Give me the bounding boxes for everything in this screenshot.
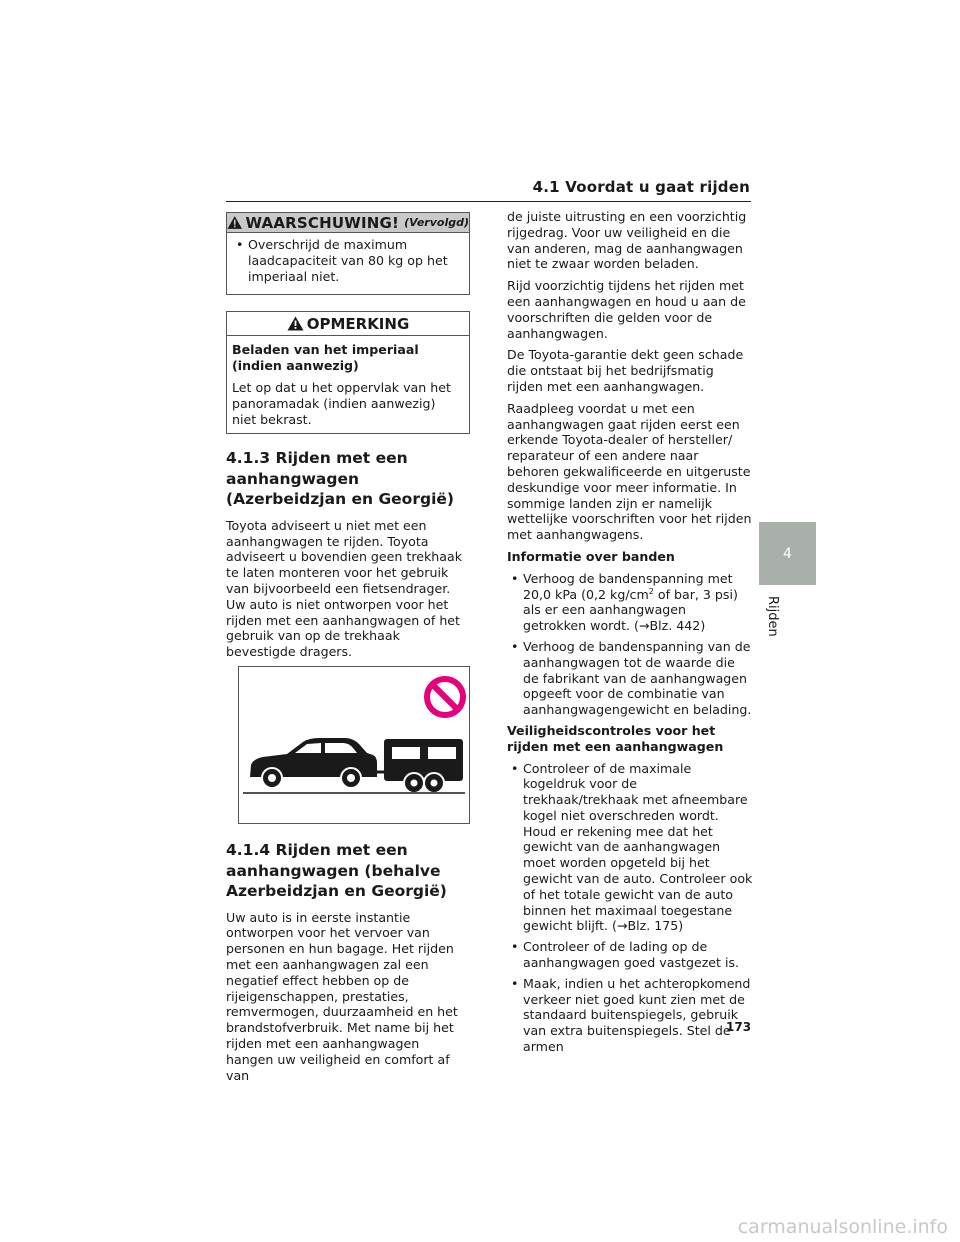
car-silhouette [250, 738, 377, 788]
section-413-heading: 4.1.3 Rijden met een aanhangwagen (Azerbeidzjan en Georgië) [226, 449, 454, 509]
safety-item: • Controleer of de lading op de aanhangwagen goed vastgezet is. [507, 939, 753, 971]
prohibition-icon [427, 679, 463, 715]
safety-item: • Controleer of de maximale kogeldruk voor de trekhaak/trekhaak met afneembare kogel niet overschreden wordt. Houd er rekening mee dat het gewicht van de aanhangwagen moet worden opgeteld bij het gewicht van de auto. Controleer ook of het totale gewicht van de auto binnen het maximaal toegestane gewicht blijft. (→Blz. 175) [507, 761, 753, 935]
no-trailer-illustration [238, 666, 470, 824]
right-column [507, 209, 753, 1060]
right-paragraph-4: Raadpleeg voordat u met een aanhangwagen gaat rijden eerst een erkende Toyota-dealer of hersteller/ reparateur of een andere naar behoren gekwalificeerde en uitgeruste deskundige voor meer informatie. In sommige landen zijn er namelijk wettelijke voorschriften voor het rijden met aanhangwagens. [507, 400, 752, 543]
right-paragraph-2: Rijd voorzichtig tijdens het rijden met een aanhangwagen en houd u aan de voorschriften die gelden voor de aanhangwagen. [507, 278, 746, 341]
right-paragraph-1: de juiste uitrusting en een voorzichtig rijgedrag. Voor uw veiligheid en die van anderen, mag de aanhangwagen niet te zwaar worden beladen. [507, 209, 747, 272]
left-column [226, 212, 470, 1089]
chapter-number: 4 [783, 545, 792, 562]
section-414-paragraph: Uw auto is in eerste instantie ontworpen voor het vervoer van personen en hun bagage. Het rijden met een aanhangwagen zal een negatief effect hebben op de rijeigenschappen, prestaties, remvermogen, duurzaamheid en het brandstofverbruik. Met name bij het rijden met een aanhangwagen hangen uw veiligheid en comfort af van [226, 909, 458, 1083]
tyres-item: • Verhoog de bandenspanning met 20,0 kPa (0,2 $kg/cm^2$ of bar, 3 psi) als er een aanhangwagen getrokken wordt. (→Blz. 442) [507, 571, 753, 634]
note-text: Let op dat u het oppervlak van het panoramadak (indien aanwezig) niet bekrast. [232, 379, 451, 427]
chapter-tab[interactable] [759, 522, 816, 585]
section-413-paragraph: Toyota adviseert u niet met een aanhangwagen te rijden. Toyota adviseert u bovendien geen trekhaak te laten monteren voor het gebruik van bijvoorbeeld een fietsendrager. Uw auto is niet ontworpen voor het rijden met een aanhangwagen of het gebruik van op de trekhaak bevestigde dragers. [226, 517, 462, 660]
warning-triangle-icon [227, 215, 242, 230]
trailer-silhouette [384, 739, 463, 793]
note-box-body [227, 336, 469, 433]
chapter-label: Rijden [765, 596, 780, 637]
header-divider [226, 201, 751, 202]
safety-list [507, 761, 753, 1055]
right-paragraph-3: De Toyota-garantie dekt geen schade die ontstaat bij het bedrijfsmatig rijden met een aanhangwagen. [507, 347, 744, 394]
tyres-heading: Informatie over banden [507, 548, 675, 564]
note-title: OPMERKING [306, 314, 410, 333]
warning-title: WAARSCHUWING! [245, 213, 400, 232]
section-header-title: 4.1 Voordat u gaat rijden [532, 178, 750, 196]
warning-box-header [227, 213, 469, 233]
safety-item: • Maak, indien u het achteropkomend verkeer niet goed kunt zien met de standaard buitenspiegels, gebruik van extra buitenspiegels. Stel de armen [507, 976, 753, 1055]
warning-box-body [227, 233, 469, 294]
safety-heading: Veiligheidscontroles voor het rijden met een aanhangwagen [507, 722, 724, 754]
tyres-item: • Verhoog de bandenspanning van de aanhangwagen tot de waarde die de fabrikant van de aanhangwagen opgeeft voor de combinatie van aanhangwagengewicht en belading. [507, 639, 753, 718]
page-number: 173 [726, 1020, 752, 1034]
caution-triangle-icon [287, 316, 304, 331]
warning-box [226, 212, 470, 295]
note-subheading: Beladen van het imperiaal (indien aanwezig) [232, 342, 419, 374]
chapter-label-container [765, 596, 808, 656]
note-box [226, 311, 470, 434]
footer-watermark: carmanualsonline.info [737, 1216, 948, 1238]
section-414-heading: 4.1.4 Rijden met een aanhangwagen (behalve Azerbeidzjan en Georgië) [226, 841, 447, 901]
note-box-header [227, 312, 469, 336]
warning-continued: (Vervolgd) [404, 216, 469, 229]
tyres-list [507, 571, 753, 718]
warning-item: • Overschrijd de maximum laadcapaciteit van 80 kg op het imperiaal niet. [232, 237, 461, 284]
